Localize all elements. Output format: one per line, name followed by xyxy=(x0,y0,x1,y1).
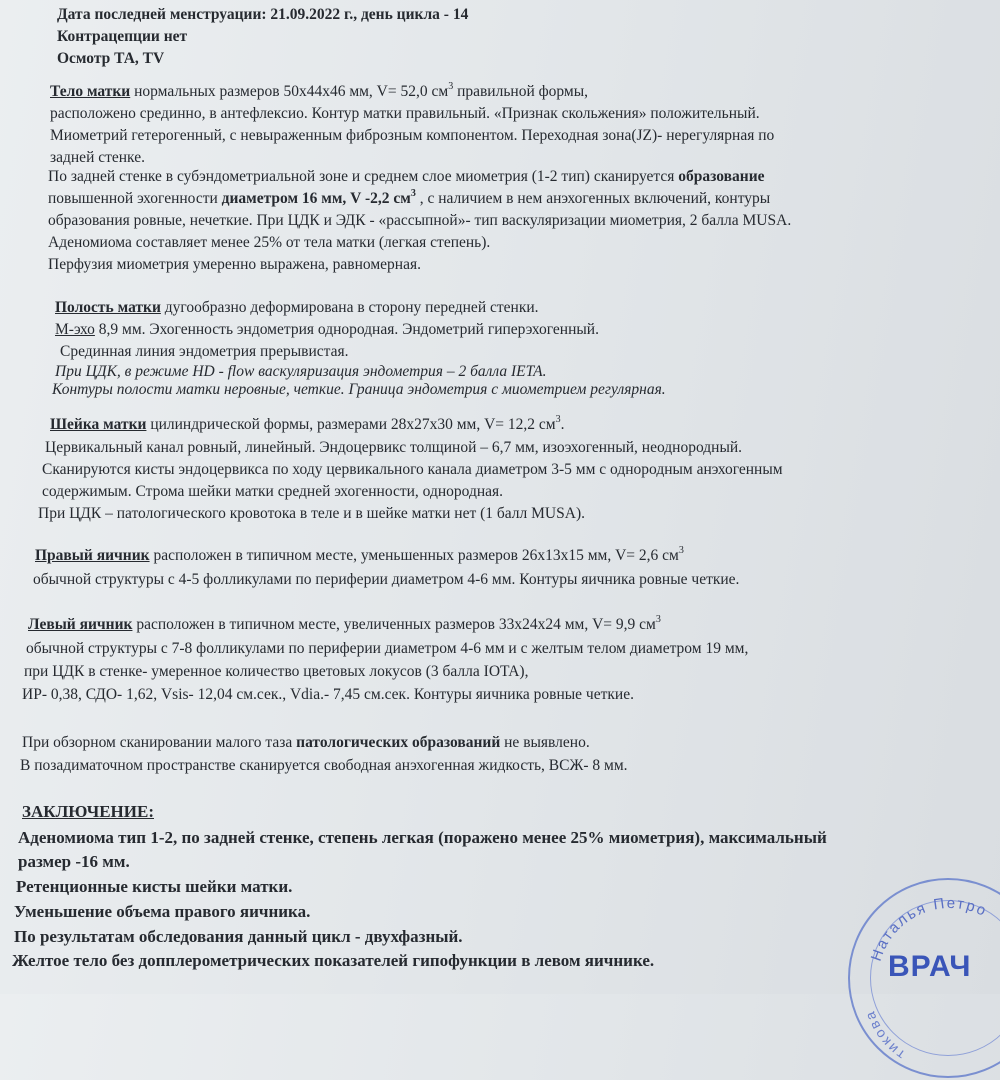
conclusion-line-4: Уменьшение объема правого яичника. xyxy=(14,902,311,921)
cervix-line-4: содержимым. Строма шейки матки средней эхогенности, однородная. xyxy=(42,483,504,500)
conclusion-line-1: Аденомиома тип 1-2, по задней стенке, степень легкая (поражено менее 25% миометрия), максимальный xyxy=(18,828,827,847)
left-ovary-line-4: ИР- 0,38, СДО- 1,62, Vsis- 12,04 см.сек., Vdia.- 7,45 см.сек. Контуры яичника ровные четкие. xyxy=(22,686,634,703)
uterus-title: Тело матки xyxy=(50,83,131,100)
right-ovary-line-2: обычной структуры с 4-5 фолликулами по периферии диаметром 4-6 мм. Контуры яичника ровные четкие. xyxy=(33,571,740,588)
uterus-line-8: Аденомиома составляет менее 25% от тела матки (легкая степень). xyxy=(48,234,491,251)
cervix-title: Шейка матки xyxy=(50,416,147,433)
survey-line-1: При обзорном сканировании малого таза патологических образований не выявлено. xyxy=(22,734,590,751)
uterus-line-4: задней стенке. xyxy=(50,149,145,166)
survey-line-2: В позадиматочном пространстве сканируется свободная анэхогенная жидкость, ВСЖ- 8 мм. xyxy=(20,757,628,774)
right-ovary-title: Правый яичник xyxy=(35,547,150,564)
uterus-line-3: Миометрий гетерогенный, с невыраженным фиброзным компонентом. Переходная зона(JZ)- нерегулярная по xyxy=(50,127,775,144)
lmp-line: Дата последней менструации: 21.09.2022 г., день цикла - 14 xyxy=(57,6,469,23)
cavity-line-4: При ЦДК, в режиме HD - flow васкуляризация эндометрия – 2 балла IETA. xyxy=(55,363,547,380)
uterus-line-1: Тело матки нормальных размеров 50х44х46 мм, V= 52,0 $см^3$ правильной формы, xyxy=(50,81,589,100)
conclusion-line-3: Ретенционные кисты шейки матки. xyxy=(16,877,293,896)
stamp-word: ВРАЧ xyxy=(888,950,972,983)
uterus-line-7: образования ровные, нечеткие. При ЦДК и ЭДК - «рассыпной»- тип васкуляризации миометрия, 2 балла MUSA. xyxy=(48,212,792,229)
conclusion-line-6: Желтое тело без допплерометрических показателей гипофункции в левом яичнике. xyxy=(12,951,655,970)
cervix-line-1: Шейка матки цилиндрической формы, размерами 28х27х30 мм, V= 12,2 $см^3$. xyxy=(50,414,565,433)
contraception-line: Контрацепции нет xyxy=(57,28,188,45)
left-ovary-line-1: Левый яичник расположен в типичном месте, увеличенных размеров 33х24х24 мм, V= 9,9 $см^3$ xyxy=(28,614,661,633)
left-ovary-line-2: обычной структуры с 7-8 фолликулами по периферии диаметром 4-6 мм и с желтым телом диаметром 19 мм, xyxy=(26,640,749,657)
cervix-line-2: Цервикальный канал ровный, линейный. Эндоцервикс толщиной – 6,7 мм, изоэхогенный, неоднородный. xyxy=(45,439,743,456)
left-ovary-title: Левый яичник xyxy=(28,616,133,633)
cavity-line-1: Полость матки дугообразно деформирована в сторону передней стенки. xyxy=(55,299,539,316)
cervix-line-3: Сканируются кисты эндоцервикса по ходу цервикального канала диаметром 3-5 мм с однородным анэхогенным xyxy=(42,461,783,478)
uterus-line-6: повышенной эхогенности диаметром 16 мм, V -2,2 $см^3$ , с наличием в нем анэхогенных включений, контуры xyxy=(48,188,771,207)
svg-text:Наталья Петро: Наталья Петро xyxy=(867,894,991,964)
svg-text:тикова: тикова xyxy=(860,1007,908,1064)
uterus-line-2: расположено срединно, в антефлексио. Контур матки правильный. «Признак скольжения» положительный. xyxy=(50,105,760,122)
conclusion-line-2: размер -16 мм. xyxy=(18,852,130,871)
conclusion-line-5: По результатам обследования данный цикл - двухфазный. xyxy=(14,927,463,946)
uterus-line-5: По задней стенке в субэндометриальной зоне и среднем слое миометрия (1-2 тип) сканируется образование xyxy=(48,168,765,185)
exam-line: Осмотр ТА, TV xyxy=(57,50,165,67)
cavity-title: Полость матки xyxy=(55,299,161,316)
cavity-line-2: М-эхо 8,9 мм. Эхогенность эндометрия однородная. Эндометрий гиперэхогенный. xyxy=(55,321,599,338)
doctor-stamp xyxy=(848,878,1000,1078)
cavity-line-5: Контуры полости матки неровные, четкие. Граница эндометрия с миометрием регулярная. xyxy=(52,381,666,398)
uterus-line-9: Перфузия миометрия умеренно выражена, равномерная. xyxy=(48,256,421,273)
conclusion-title: ЗАКЛЮЧЕНИЕ: xyxy=(22,802,154,821)
right-ovary-line-1: Правый яичник расположен в типичном месте, уменьшенных размеров 26х13х15 мм, V= 2,6 $см^3$ xyxy=(35,545,684,564)
left-ovary-line-3: при ЦДК в стенке- умеренное количество цветовых локусов (3 балла IOTA), xyxy=(24,663,529,680)
cavity-line-3: Срединная линия эндометрия прерывистая. xyxy=(60,343,349,360)
cervix-line-5: При ЦДК – патологического кровотока в теле и в шейке матки нет (1 балл MUSA). xyxy=(38,505,585,522)
